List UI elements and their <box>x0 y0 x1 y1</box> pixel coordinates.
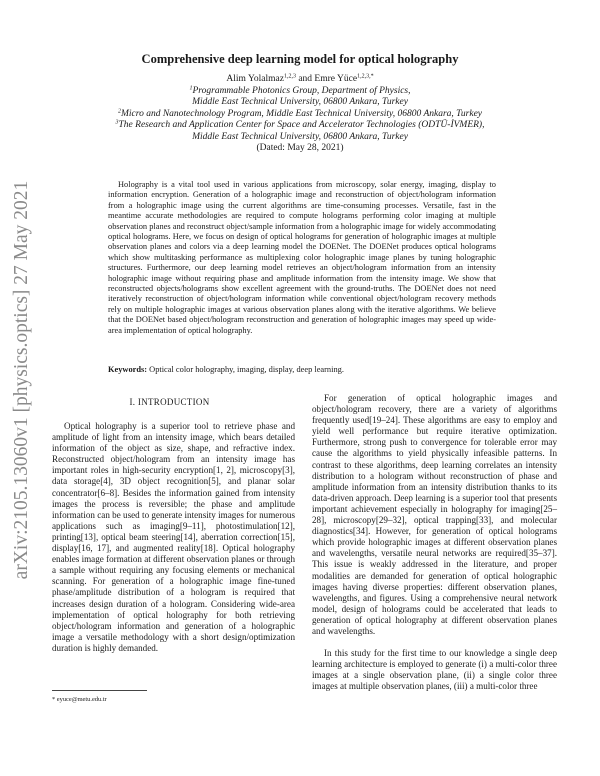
keywords-label: Keywords: <box>108 365 148 374</box>
arxiv-side-banner <box>2 150 42 610</box>
intro-paragraph-3: In this study for the first time to our knowledge a single deep learning architecture is employed to generate (i) a multi-color three images at a single observation plane, (ii) a single color three images at multiple observation planes, (iii) a multi-color three <box>312 648 557 692</box>
author-line <box>60 74 540 86</box>
author-name-2: and Emre Yüce <box>295 74 358 84</box>
affiliation-3-cont: Middle East Technical University, 06800 Ankara, Turkey <box>192 131 408 142</box>
author-sup-2: 1,2,3,* <box>357 73 374 80</box>
paper-title: Comprehensive deep learning model for optical holography <box>141 52 459 66</box>
intro-paragraph-2: For generation of optical holographic images and object/hologram recovery, there are a variety of algorithms frequently used[19–24]. These algorithms are easy to employ and yield well performance but require iterative optimization. Furthermore, strong push to convergence for tolerable error may cause the algorithms to yield physically infeasible patterns. In contrast to these algorithms, deep learning correlates an intensity distribution to a hologram without reconstruction of phase and amplitude information from an intensity distribution thanks to its data-driven approach. Deep learning is a superior tool that presents important achievement especially in holography for imaging[25–28], microscopy[29–32], optical trapping[33], and molecular diagnostics[34]. However, for generation of optical holograms which provide holographic images at different observation planes and wavelengths, versatile neural networks are required[35–37]. This issue is weakly addressed in the literature, and proper modalities are demanded for generation of optical holographic images having diverse properties: different observation planes, wavelengths, and figures. Using a comprehensive neural network model, design of holograms could be accelerated that leads to generation of optical holography at different observation planes and wavelengths. <box>312 393 557 636</box>
affiliation-3: $^3$The Research and Application Center for Space and Accelerator Technologies (ODTÜ-İVMER), <box>115 119 485 130</box>
affiliation-1-cont: Middle East Technical University, 06800 Ankara, Turkey <box>192 97 408 107</box>
keywords-line <box>108 365 496 375</box>
footnote-email: * eyuce@metu.edu.tr <box>52 696 107 703</box>
affiliation-2: $^2$Micro and Nanotechnology Program, Middle East Technical University, 06800 Ankara, Turkey <box>117 108 483 119</box>
author-sup-1: 1,2,3 <box>283 73 296 80</box>
keywords-text: Optical color holography, imaging, display, deep learning. <box>149 365 344 374</box>
arxiv-identifier: arXiv:2105.13060v1 [physics.optics] 27 May 2021 <box>11 180 32 580</box>
footnote-divider <box>52 690 147 691</box>
right-column <box>312 393 557 692</box>
author-name-1: Alim Yolalmaz <box>226 74 284 84</box>
intro-paragraph-1: Optical holography is a superior tool to retrieve phase and amplitude of light from an intensity image, which bears detailed information of the object as size, shape, and refractive index. Reconstructed object/hologram from an intensity image has important roles in high-security encryption[1, 2], microscopy[3], data storage[4], 3D object recognition[5], and planar solar concentrator[6–8]. Besides the information gained from intensity images the process is reversible; the phase and amplitude information can be used to generate intensity images for numerous applications such as imaging[9–11], photostimulation[12], printing[13], optical beam steering[14], aberration correction[15], display[16, 17], and augmented reality[18]. Optical holography enables image formation at different observation planes or through a sample without requiring any focusing elements or mechanical scanning. For generation of a holographic image fine-tuned phase/amplitude distribution of a hologram is required that increases design duration of a hologram. Considering wide-area implementation of optical holography for both retrieving object/hologram information and generation of a holographic image a versatile methodology with a short design/optimization duration is highly demanded. <box>52 421 295 653</box>
abstract: Holography is a vital tool used in various applications from microscopy, solar energy, imaging, display to information encryption. Generation of a holographic image and reconstruction of object/hologram information from a holographic image using the current algorithms are time-consuming processes. Versatile, fast in the meantime accurate methodologies are required to compute holograms performing color imaging at multiple observation planes and reconstruct object/sample information from a holographic image for widely accommodating optical holograms. Here, we focus on design of optical holograms for generation of holographic images at multiple observation planes and colors via a deep learning model the DOENet. The DOENet produces optical holograms which show multitasking performance as multiplexing color holographic image planes by tuning holographic structures. Furthermore, our deep learning model retrieves an object/hologram information from an intensity holographic image without requiring phase and amplitude information from the intensity image. We show that reconstructed objects/holograms show excellent agreement with the ground-truths. The DOENet does not need iteratively reconstruction of object/hologram information while conventional object/hologram recovery methods rely on multiple holographic images at various observation planes along with the iterative algorithms. We believe that the DOENet based object/hologram reconstruction and generation of holographic images may speed up wide-area implementation of optical holography. <box>108 180 496 335</box>
left-column <box>52 421 295 654</box>
author-block <box>60 74 540 155</box>
section-heading-introduction: I. INTRODUCTION <box>129 397 210 407</box>
dated-line: (Dated: May 28, 2021) <box>256 143 344 153</box>
affiliation-1: $^1$Programmable Photonics Group, Department of Physics, <box>189 85 411 96</box>
